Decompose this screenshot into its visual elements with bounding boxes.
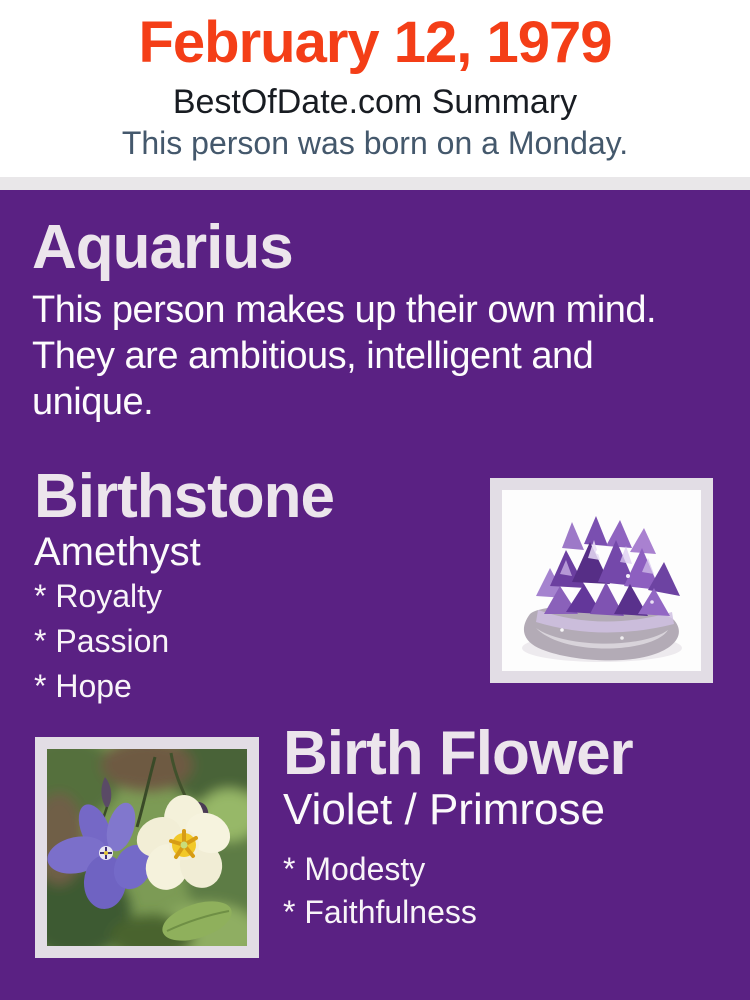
zodiac-description: This person makes up their own mind. They are ambitious, intelligent and unique.: [32, 289, 657, 423]
birth-flower-trait-modesty: * Modesty: [283, 851, 426, 887]
zodiac-name-heading: Aquarius: [32, 213, 293, 282]
amethyst-image: [502, 490, 701, 671]
birth-flower-trait-faithfulness: * Faithfulness: [283, 894, 477, 930]
amethyst-crystal-graphic: [502, 490, 701, 671]
divider-bar: [0, 177, 750, 190]
birthstone-heading: Birthstone: [34, 462, 334, 531]
birth-flower-image: [47, 749, 247, 946]
violet-primrose-graphic: [47, 749, 247, 946]
birth-flower-name: Violet / Primrose: [283, 785, 605, 834]
born-weekday-line: This person was born on a Monday.: [121, 125, 629, 161]
birthstone-trait-hope: * Hope: [34, 668, 132, 704]
birthstone-trait-passion: * Passion: [34, 623, 170, 659]
site-summary-title: BestOfDate.com Summary: [172, 83, 578, 121]
birthstone-trait-royalty: * Royalty: [34, 578, 163, 614]
date-title: February 12, 1979: [138, 10, 612, 75]
birth-flower-heading: Birth Flower: [283, 719, 633, 788]
birthstone-image-frame: [490, 478, 713, 683]
birth-flower-image-frame: [35, 737, 259, 958]
birthstone-name: Amethyst: [34, 530, 201, 574]
